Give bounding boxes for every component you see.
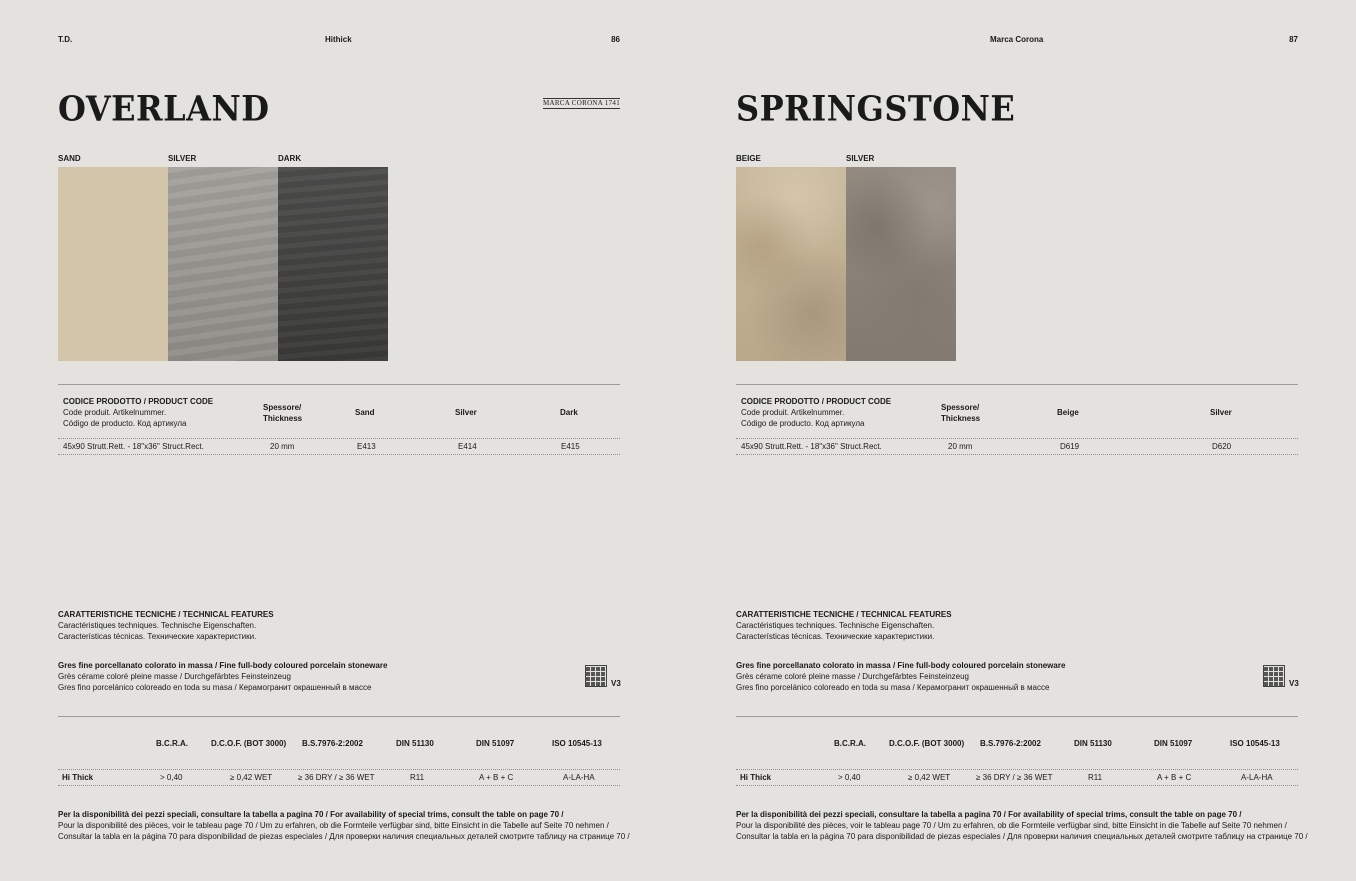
header-series: Hithick: [325, 35, 352, 44]
code-row-size: 45x90 Strutt.Rett. - 18"x36" Struct.Rect.: [63, 442, 204, 451]
code-table-subheading-2-right: Código de producto. Код артикула: [741, 419, 865, 428]
features-table-divider: [58, 769, 620, 770]
code-table-subheading-2: Código de producto. Код артикула: [63, 419, 187, 428]
code-row-dark: E415: [561, 442, 580, 451]
feat-val-bs-right: ≥ 36 DRY / ≥ 36 WET: [976, 773, 1053, 782]
swatch-label-silver-springstone: SILVER: [846, 154, 875, 163]
header-publisher: T.D.: [58, 35, 73, 44]
trims-note-bold-right: Per la disponibilità dei pezzi speciali, consultare la tabella a pagina 70 / For availability of special trims, consult the table on page 70 /: [736, 810, 1242, 819]
code-row-thickness-right: 20 mm: [948, 442, 973, 451]
feat-col-iso: ISO 10545-13: [552, 739, 602, 748]
feat-col-bs: B.S.7976-2:2002: [302, 739, 363, 748]
feat-col-din51130-right: DIN 51130: [1074, 739, 1112, 748]
features-table-bottom: [58, 785, 620, 786]
col-header-sand: Sand: [355, 408, 375, 417]
code-table-divider: [58, 438, 620, 439]
product-title-overland: OVERLAND: [58, 88, 270, 130]
col-header-beige: Beige: [1057, 408, 1079, 417]
thickness-header-1: Spessore/: [263, 403, 302, 412]
code-table-heading-right: CODICE PRODOTTO / PRODUCT CODE: [741, 397, 892, 406]
feat-val-din51097-right: A + B + C: [1157, 773, 1192, 782]
code-table-bottom: [58, 454, 620, 455]
swatch-label-beige: BEIGE: [736, 154, 761, 163]
feat-col-bcra: B.C.R.A.: [156, 739, 188, 748]
col-header-silver: Silver: [455, 408, 477, 417]
code-row-size-right: 45x90 Strutt.Rett. - 18"x36" Struct.Rect.: [741, 442, 882, 451]
feat-col-dcof: D.C.O.F. (BOT 3000): [211, 739, 287, 748]
feat-val-bcra-right: > 0,40: [838, 773, 861, 782]
trims-note-2-right: Pour la disponibilité des pièces, voir le tableau page 70 / Um zu erfahren, ob die Formteile verfügbar sind, bitte Einsicht in die Tabelle auf Seite 70 nehmen /: [736, 821, 1287, 830]
shade-variation-label: V3: [611, 679, 621, 688]
left-page: [58, 0, 630, 881]
feat-val-dcof-right: ≥ 0,42 WET: [908, 773, 951, 782]
feat-val-din51130: R11: [410, 773, 425, 782]
header-brand: Marca Corona: [990, 35, 1044, 44]
features-table-bottom-right: [736, 785, 1298, 786]
swatch-label-sand: SAND: [58, 154, 81, 163]
material-title: Gres fine porcellanato colorato in massa / Fine full-body coloured porcelain stoneware: [58, 661, 388, 670]
feat-col-din51097: DIN 51097: [476, 739, 515, 748]
features-table-top-rule: [58, 716, 620, 717]
code-row-thickness: 20 mm: [270, 442, 295, 451]
swatch-silver-springstone-image: [846, 167, 956, 361]
shade-variation-label-right: V3: [1289, 679, 1299, 688]
material-title-right: Gres fine porcellanato colorato in massa / Fine full-body coloured porcelain stoneware: [736, 661, 1066, 670]
code-table-subheading-1-right: Code produit. Artikelnummer.: [741, 408, 845, 417]
right-page: [736, 0, 1308, 881]
code-table-subheading-1: Code produit. Artikelnummer.: [63, 408, 167, 417]
feat-val-iso: A-LA-HA: [563, 773, 595, 782]
features-sub-1: Caractéristiques techniques. Technische Eigenschaften.: [58, 621, 257, 630]
feat-col-bcra-right: B.C.R.A.: [834, 739, 866, 748]
trims-note-3: Consultar la tabla en la página 70 para disponibilidad de piezas especiales / Для проверки наличия специальных деталей смотрите таблицу на странице 70 /: [58, 832, 630, 841]
code-table-divider-right: [736, 438, 1298, 439]
trims-note-bold: Per la disponibilità dei pezzi speciali, consultare la tabella a pagina 70 / For availability of special trims, consult the table on page 70 /: [58, 810, 564, 819]
code-row-sand: E413: [357, 442, 376, 451]
material-sub-2: Gres fino porcelánico coloreado en toda su masa / Керамогранит окрашенный в массе: [58, 683, 372, 692]
shade-variation-icon: [585, 665, 607, 687]
swatch-dark-image: [278, 167, 388, 361]
material-sub-1: Grès cérame coloré pleine masse / Durchgefärbtes Feinsteinzeug: [58, 672, 291, 681]
thickness-header-1-right: Spessore/: [941, 403, 980, 412]
col-header-dark: Dark: [560, 408, 578, 417]
feat-val-dcof: ≥ 0,42 WET: [230, 773, 273, 782]
code-table-bottom-right: [736, 454, 1298, 455]
brand-tag: MARCA CORONA 1741: [542, 99, 620, 107]
product-title-springstone: SPRINGSTONE: [736, 88, 1016, 130]
trims-note-3-right: Consultar la tabla en la página 70 para disponibilidad de piezas especiales / Для проверки наличия специальных деталей смотрите таблицу на странице 70 /: [736, 832, 1308, 841]
page-number-left: 86: [611, 35, 620, 44]
features-title: CARATTERISTICHE TECNICHE / TECHNICAL FEATURES: [58, 610, 274, 619]
features-table-top-rule-right: [736, 716, 1298, 717]
thickness-header-2-right: Thickness: [941, 414, 981, 423]
code-row-silver: E414: [458, 442, 477, 451]
features-sub-2: Características técnicas. Технические характеристики.: [58, 632, 257, 641]
feat-col-bs-right: B.S.7976-2:2002: [980, 739, 1041, 748]
code-table-heading: CODICE PRODOTTO / PRODUCT CODE: [63, 397, 214, 406]
thickness-header-2: Thickness: [263, 414, 303, 423]
feat-val-iso-right: A-LA-HA: [1241, 773, 1273, 782]
feat-col-din51097-right: DIN 51097: [1154, 739, 1193, 748]
feat-row-label-right: Hi Thick: [740, 773, 772, 782]
features-sub-1-right: Caractéristiques techniques. Technische Eigenschaften.: [736, 621, 935, 630]
feat-row-label: Hi Thick: [62, 773, 94, 782]
swatch-beige-image: [736, 167, 846, 361]
col-header-silver-right: Silver: [1210, 408, 1232, 417]
swatch-label-dark: DARK: [278, 154, 302, 163]
feat-val-bcra: > 0,40: [160, 773, 183, 782]
material-sub-1-right: Grès cérame coloré pleine masse / Durchgefärbtes Feinsteinzeug: [736, 672, 969, 681]
feat-col-dcof-right: D.C.O.F. (BOT 3000): [889, 739, 965, 748]
page-number-right: 87: [1289, 35, 1298, 44]
feat-val-din51097: A + B + C: [479, 773, 514, 782]
code-table-top-rule: [58, 384, 620, 385]
swatch-silver-image: [168, 167, 278, 361]
feat-val-bs: ≥ 36 DRY / ≥ 36 WET: [298, 773, 375, 782]
material-sub-2-right: Gres fino porcelánico coloreado en toda su masa / Керамогранит окрашенный в массе: [736, 683, 1050, 692]
code-row-beige: D619: [1060, 442, 1080, 451]
shade-variation-icon-right: [1263, 665, 1285, 687]
swatch-sand-image: [58, 167, 168, 361]
feat-col-iso-right: ISO 10545-13: [1230, 739, 1280, 748]
swatch-label-silver: SILVER: [168, 154, 197, 163]
features-sub-2-right: Características técnicas. Технические характеристики.: [736, 632, 935, 641]
code-table-top-rule-right: [736, 384, 1298, 385]
code-row-silver-right: D620: [1212, 442, 1232, 451]
feat-col-din51130: DIN 51130: [396, 739, 434, 748]
feat-val-din51130-right: R11: [1088, 773, 1103, 782]
features-table-divider-right: [736, 769, 1298, 770]
trims-note-2: Pour la disponibilité des pièces, voir le tableau page 70 / Um zu erfahren, ob die Formteile verfügbar sind, bitte Einsicht in die Tabelle auf Seite 70 nehmen /: [58, 821, 609, 830]
features-title-right: CARATTERISTICHE TECNICHE / TECHNICAL FEATURES: [736, 610, 952, 619]
